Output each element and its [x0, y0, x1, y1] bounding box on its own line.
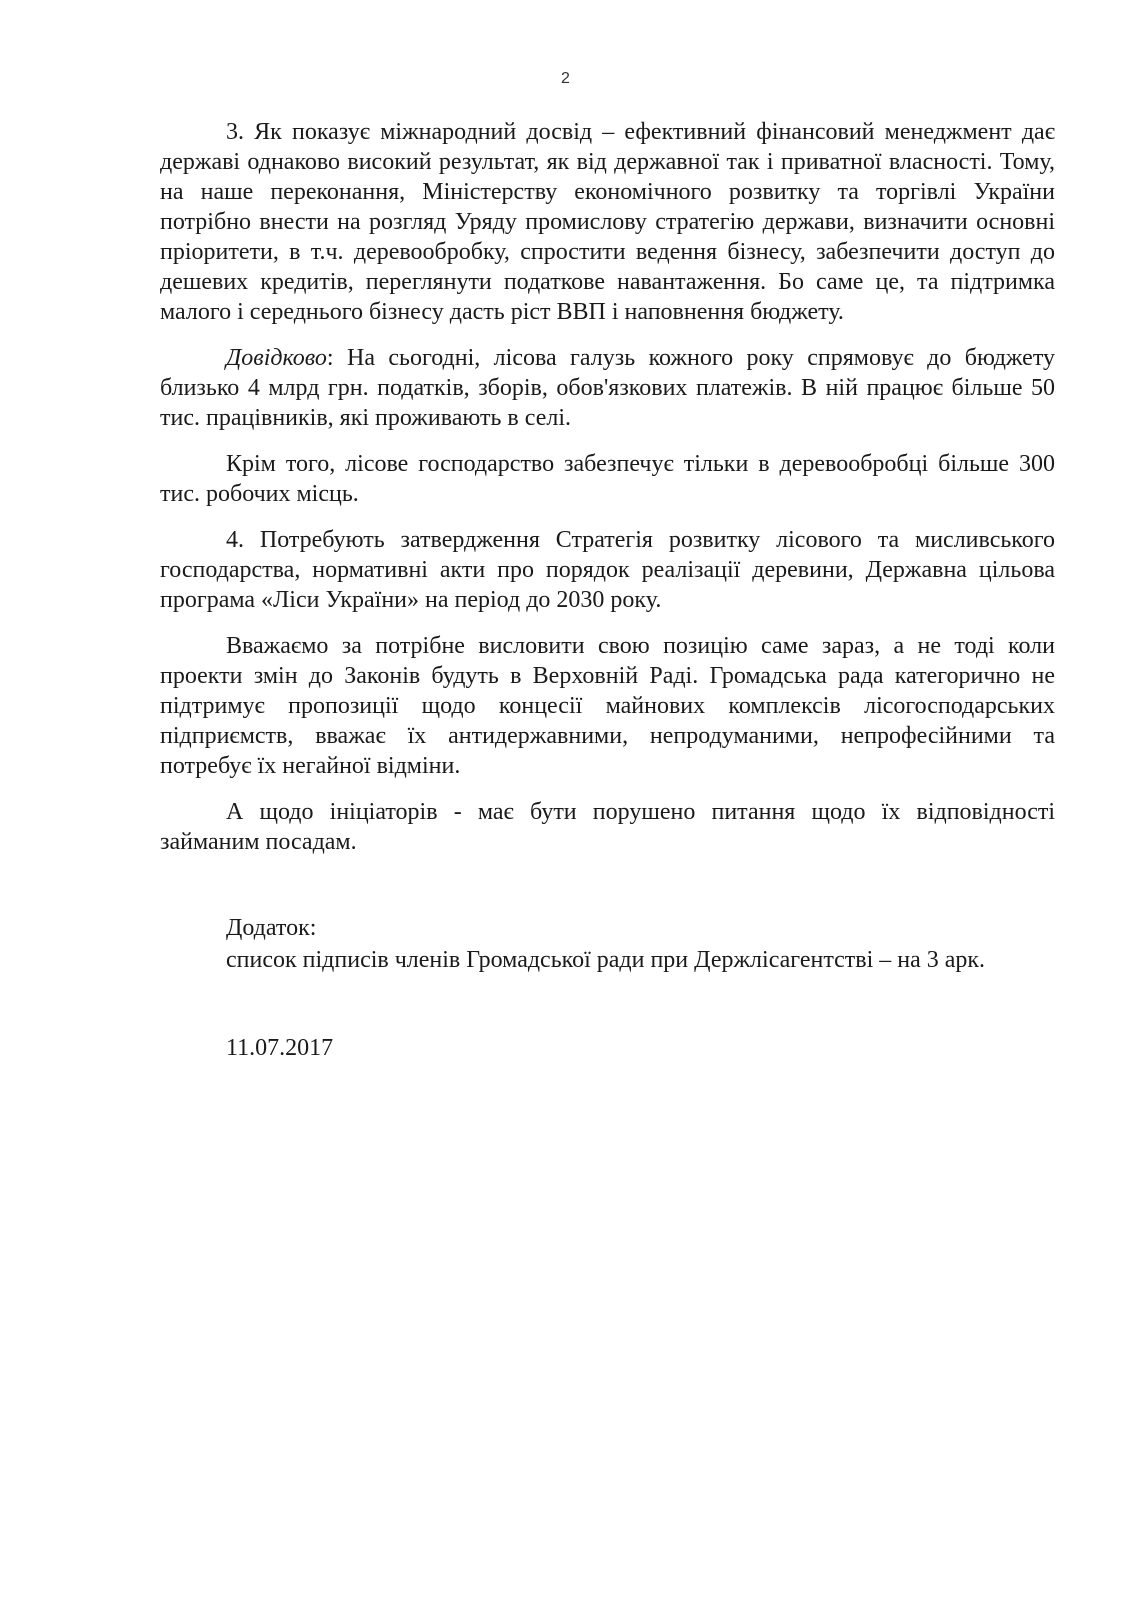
reference-text: : На сьогодні, лісова галузь кожного року спрямовує до бюджету близько 4 млрд грн. податків, зборів, обов'язкових платежів. В ній працює більше 50 тис. працівників, які проживають в селі.: [160, 345, 1055, 431]
paragraph-strategy-approval: 4. Потребують затвердження Стратегія розвитку лісового та мисливського господарства, нормативні акти про порядок реалізації деревини, Державна цільова програма «Ліси України» на період до 2030 року.: [160, 527, 1055, 613]
page-number: 2: [561, 70, 570, 87]
paragraph-industrial-strategy: 3. Як показує міжнародний досвід – ефективний фінансовий менеджмент дає державі однаково високий результат, як від державної так і приватної власності. Тому, на наше переконання, Міністерству економічного розвитку та торгівлі України потрібно внести на розгляд Уряду промислову стратегію держави, визначити основні пріоритети, в т.ч. деревообробку, спростити ведення бізнесу, забезпечити доступ до дешевих кредитів, переглянути податкове навантаження. Бо саме це, та підтримка малого і середнього бізнесу дасть ріст ВВП і наповнення бюджету.: [160, 119, 1055, 325]
paragraph-jobs: Крім того, лісове господарство забезпечує тільки в деревообробці більше 300 тис. робочих місць.: [160, 451, 1055, 507]
appendix-label: Додаток:: [226, 915, 317, 941]
paragraph-reference: [160, 343, 1055, 433]
paragraph-position: Вважаємо за потрібне висловити свою позицію саме зараз, а не тоді коли проекти змін до Законів будуть в Верховній Раді. Громадська рада категорично не підтримує пропозиції щодо концесії майнових комплексів лісогосподарських підприємств, вважає їх антидержавними, непродуманими, непрофесійними та потребує їх негайної відміни.: [160, 633, 1055, 779]
body-text: [160, 117, 1055, 873]
appendix: [226, 912, 1076, 976]
appendix-text: список підписів членів Громадської ради при Держлісагентстві – на 3 арк.: [226, 947, 986, 973]
document-date: 11.07.2017: [226, 1035, 334, 1061]
paragraph-initiators: А щодо ініціаторів - має бути порушено питання щодо їх відповідності займаним посадам.: [160, 799, 1055, 855]
reference-label: Довідково: [226, 345, 327, 371]
